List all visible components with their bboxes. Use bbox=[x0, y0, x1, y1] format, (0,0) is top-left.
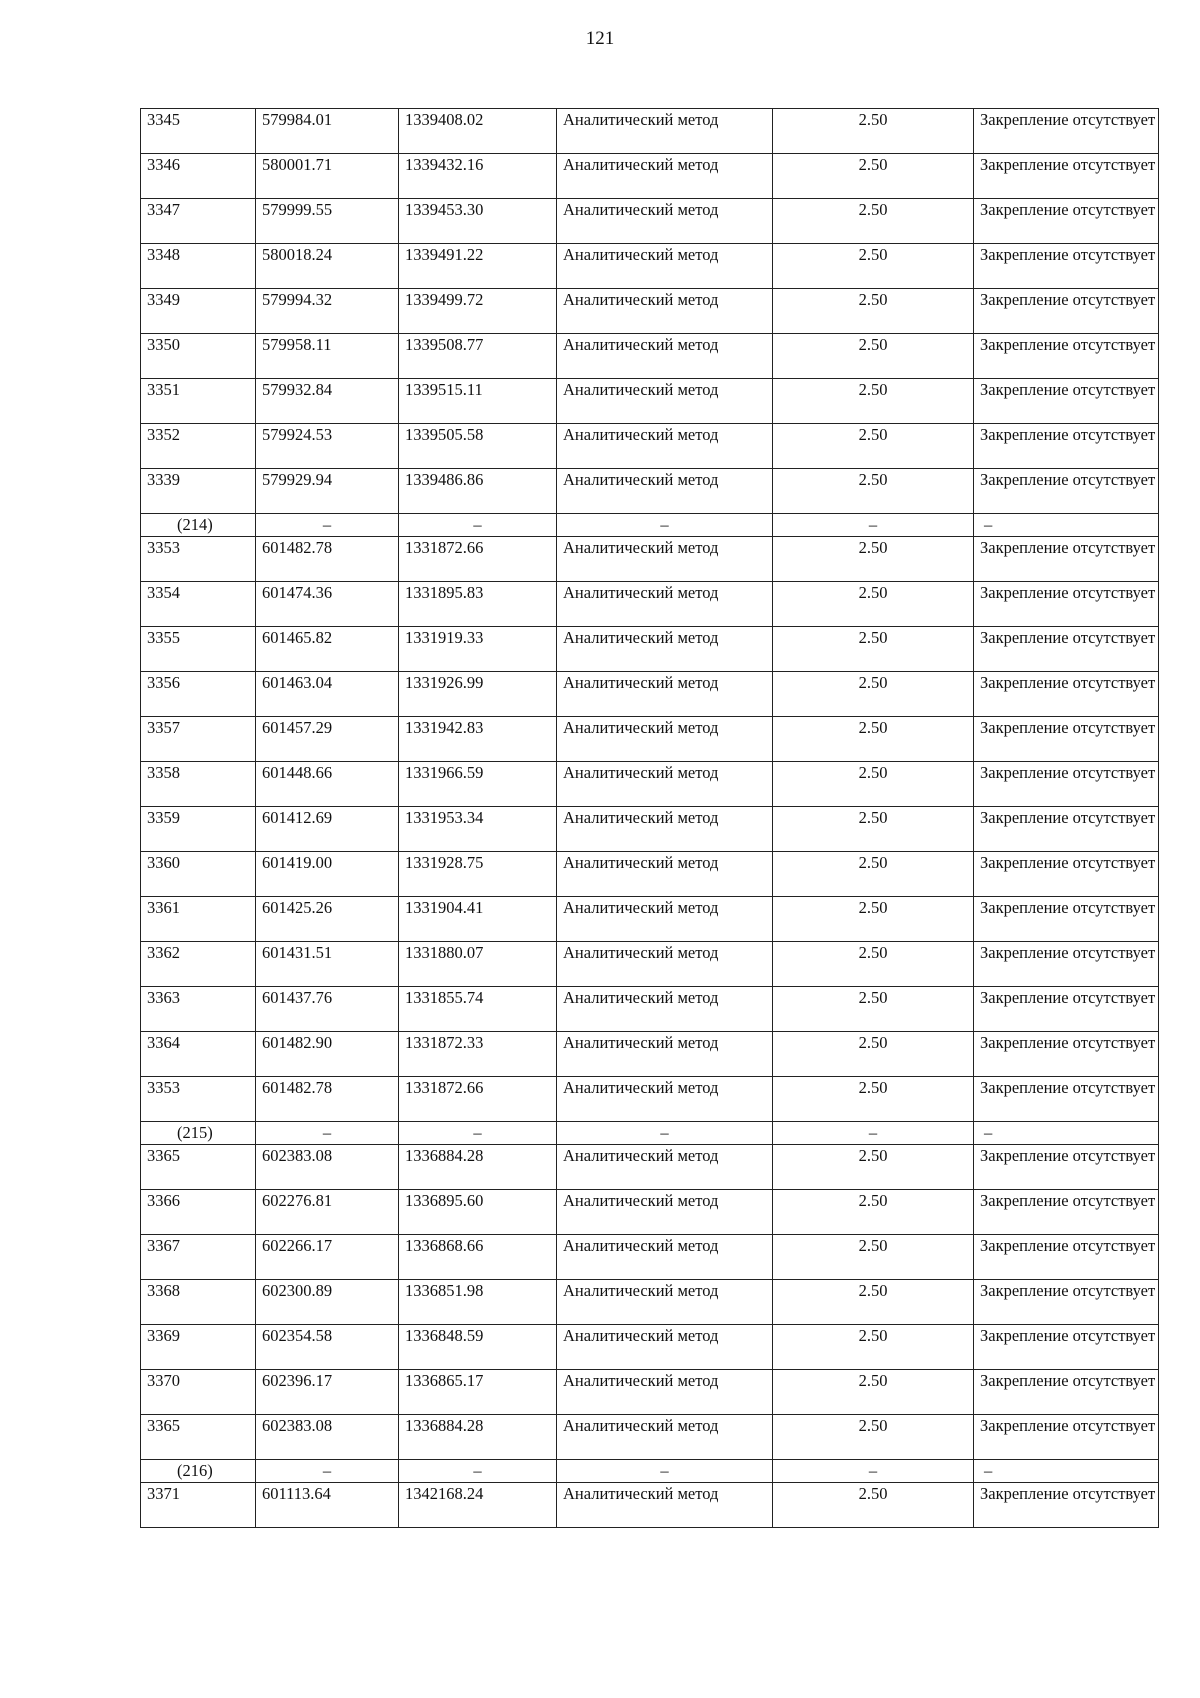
precision-cell: 2.50 bbox=[773, 109, 974, 154]
point-number-cell: 3366 bbox=[141, 1190, 256, 1235]
precision-cell: 2.50 bbox=[773, 717, 974, 762]
fixing-cell: Закрепление отсутствует bbox=[974, 199, 1159, 244]
table-row bbox=[141, 852, 1159, 897]
table-row bbox=[141, 154, 1159, 199]
x-coordinate-cell: 580018.24 bbox=[256, 244, 399, 289]
y-coordinate-cell: 1336851.98 bbox=[399, 1280, 557, 1325]
fixing-cell: Закрепление отсутствует bbox=[974, 807, 1159, 852]
x-coordinate-cell: 601448.66 bbox=[256, 762, 399, 807]
y-coordinate-cell: 1331919.33 bbox=[399, 627, 557, 672]
table-row bbox=[141, 334, 1159, 379]
page-number: 121 bbox=[585, 28, 615, 49]
table-row bbox=[141, 424, 1159, 469]
fixing-cell: Закрепление отсутствует bbox=[974, 424, 1159, 469]
contour-separator-row bbox=[141, 1460, 1159, 1483]
point-number-cell: 3351 bbox=[141, 379, 256, 424]
y-coordinate-cell: 1336884.28 bbox=[399, 1415, 557, 1460]
table-row bbox=[141, 942, 1159, 987]
table-row bbox=[141, 672, 1159, 717]
method-cell: Аналитический метод bbox=[557, 1415, 773, 1460]
precision-cell: 2.50 bbox=[773, 1325, 974, 1370]
x-coordinate-cell: 601113.64 bbox=[256, 1483, 399, 1528]
y-coordinate-cell: 1339505.58 bbox=[399, 424, 557, 469]
point-number-cell: (215) bbox=[141, 1122, 256, 1145]
method-cell: Аналитический метод bbox=[557, 379, 773, 424]
coordinates-table bbox=[140, 108, 1159, 1528]
y-coordinate-cell: 1331966.59 bbox=[399, 762, 557, 807]
y-coordinate-cell: 1339453.30 bbox=[399, 199, 557, 244]
fixing-cell: Закрепление отсутствует bbox=[974, 1032, 1159, 1077]
point-number-cell: 3346 bbox=[141, 154, 256, 199]
fixing-cell: – bbox=[974, 1122, 1159, 1145]
table-row bbox=[141, 717, 1159, 762]
fixing-cell: Закрепление отсутствует bbox=[974, 1483, 1159, 1528]
method-cell: Аналитический метод bbox=[557, 1483, 773, 1528]
fixing-cell: Закрепление отсутствует bbox=[974, 672, 1159, 717]
fixing-cell: Закрепление отсутствует bbox=[974, 1077, 1159, 1122]
table-row bbox=[141, 807, 1159, 852]
point-number-cell: 3348 bbox=[141, 244, 256, 289]
method-cell: Аналитический метод bbox=[557, 1235, 773, 1280]
x-coordinate-cell: 601474.36 bbox=[256, 582, 399, 627]
precision-cell: 2.50 bbox=[773, 897, 974, 942]
point-number-cell: 3365 bbox=[141, 1145, 256, 1190]
point-number-cell: 3362 bbox=[141, 942, 256, 987]
y-coordinate-cell: – bbox=[399, 1460, 557, 1483]
table-row bbox=[141, 244, 1159, 289]
method-cell: Аналитический метод bbox=[557, 469, 773, 514]
x-coordinate-cell: 579999.55 bbox=[256, 199, 399, 244]
point-number-cell: 3339 bbox=[141, 469, 256, 514]
point-number-cell: 3355 bbox=[141, 627, 256, 672]
x-coordinate-cell: 602383.08 bbox=[256, 1415, 399, 1460]
table-row bbox=[141, 1190, 1159, 1235]
point-number-cell: 3371 bbox=[141, 1483, 256, 1528]
method-cell: – bbox=[557, 514, 773, 537]
fixing-cell: Закрепление отсутствует bbox=[974, 537, 1159, 582]
method-cell: Аналитический метод bbox=[557, 289, 773, 334]
contour-separator-row bbox=[141, 1122, 1159, 1145]
method-cell: – bbox=[557, 1122, 773, 1145]
x-coordinate-cell: 601465.82 bbox=[256, 627, 399, 672]
point-number-cell: 3368 bbox=[141, 1280, 256, 1325]
x-coordinate-cell: 601482.90 bbox=[256, 1032, 399, 1077]
table-row bbox=[141, 582, 1159, 627]
fixing-cell: Закрепление отсутствует bbox=[974, 627, 1159, 672]
table-body bbox=[141, 109, 1159, 1528]
x-coordinate-cell: 601425.26 bbox=[256, 897, 399, 942]
precision-cell: 2.50 bbox=[773, 1077, 974, 1122]
y-coordinate-cell: 1339486.86 bbox=[399, 469, 557, 514]
table-row bbox=[141, 987, 1159, 1032]
x-coordinate-cell: 601437.76 bbox=[256, 987, 399, 1032]
x-coordinate-cell: 601457.29 bbox=[256, 717, 399, 762]
point-number-cell: (216) bbox=[141, 1460, 256, 1483]
fixing-cell: Закрепление отсутствует bbox=[974, 289, 1159, 334]
x-coordinate-cell: 579932.84 bbox=[256, 379, 399, 424]
fixing-cell: Закрепление отсутствует bbox=[974, 334, 1159, 379]
x-coordinate-cell: 579929.94 bbox=[256, 469, 399, 514]
method-cell: Аналитический метод bbox=[557, 1370, 773, 1415]
fixing-cell: Закрепление отсутствует bbox=[974, 244, 1159, 289]
y-coordinate-cell: 1331872.66 bbox=[399, 1077, 557, 1122]
method-cell: Аналитический метод bbox=[557, 582, 773, 627]
table-row bbox=[141, 1280, 1159, 1325]
x-coordinate-cell: 602354.58 bbox=[256, 1325, 399, 1370]
precision-cell: 2.50 bbox=[773, 1370, 974, 1415]
method-cell: Аналитический метод bbox=[557, 424, 773, 469]
precision-cell: 2.50 bbox=[773, 987, 974, 1032]
point-number-cell: 3361 bbox=[141, 897, 256, 942]
x-coordinate-cell: 602276.81 bbox=[256, 1190, 399, 1235]
point-number-cell: 3358 bbox=[141, 762, 256, 807]
table-row bbox=[141, 627, 1159, 672]
y-coordinate-cell: 1331855.74 bbox=[399, 987, 557, 1032]
y-coordinate-cell: 1331953.34 bbox=[399, 807, 557, 852]
precision-cell: 2.50 bbox=[773, 537, 974, 582]
x-coordinate-cell: 579924.53 bbox=[256, 424, 399, 469]
precision-cell: – bbox=[773, 514, 974, 537]
table-row bbox=[141, 1235, 1159, 1280]
point-number-cell: 3360 bbox=[141, 852, 256, 897]
point-number-cell: 3349 bbox=[141, 289, 256, 334]
method-cell: Аналитический метод bbox=[557, 627, 773, 672]
method-cell: Аналитический метод bbox=[557, 807, 773, 852]
y-coordinate-cell: 1331880.07 bbox=[399, 942, 557, 987]
precision-cell: 2.50 bbox=[773, 762, 974, 807]
y-coordinate-cell: 1331872.66 bbox=[399, 537, 557, 582]
precision-cell: 2.50 bbox=[773, 244, 974, 289]
point-number-cell: 3353 bbox=[141, 537, 256, 582]
method-cell: Аналитический метод bbox=[557, 987, 773, 1032]
method-cell: Аналитический метод bbox=[557, 717, 773, 762]
y-coordinate-cell: 1339499.72 bbox=[399, 289, 557, 334]
method-cell: Аналитический метод bbox=[557, 1190, 773, 1235]
precision-cell: 2.50 bbox=[773, 1032, 974, 1077]
x-coordinate-cell: 602266.17 bbox=[256, 1235, 399, 1280]
method-cell: – bbox=[557, 1460, 773, 1483]
method-cell: Аналитический метод bbox=[557, 244, 773, 289]
x-coordinate-cell: 602396.17 bbox=[256, 1370, 399, 1415]
fixing-cell: Закрепление отсутствует bbox=[974, 1280, 1159, 1325]
x-coordinate-cell: – bbox=[256, 1460, 399, 1483]
method-cell: Аналитический метод bbox=[557, 762, 773, 807]
y-coordinate-cell: 1339408.02 bbox=[399, 109, 557, 154]
point-number-cell: 3369 bbox=[141, 1325, 256, 1370]
x-coordinate-cell: 601482.78 bbox=[256, 1077, 399, 1122]
method-cell: Аналитический метод bbox=[557, 109, 773, 154]
y-coordinate-cell: 1342168.24 bbox=[399, 1483, 557, 1528]
point-number-cell: 3364 bbox=[141, 1032, 256, 1077]
x-coordinate-cell: – bbox=[256, 1122, 399, 1145]
fixing-cell: Закрепление отсутствует bbox=[974, 897, 1159, 942]
point-number-cell: 3359 bbox=[141, 807, 256, 852]
precision-cell: 2.50 bbox=[773, 199, 974, 244]
precision-cell: – bbox=[773, 1122, 974, 1145]
method-cell: Аналитический метод bbox=[557, 334, 773, 379]
method-cell: Аналитический метод bbox=[557, 1145, 773, 1190]
y-coordinate-cell: 1331926.99 bbox=[399, 672, 557, 717]
table-row bbox=[141, 1370, 1159, 1415]
table-row bbox=[141, 1032, 1159, 1077]
table-row bbox=[141, 762, 1159, 807]
fixing-cell: Закрепление отсутствует bbox=[974, 1145, 1159, 1190]
table-row bbox=[141, 1077, 1159, 1122]
method-cell: Аналитический метод bbox=[557, 1280, 773, 1325]
method-cell: Аналитический метод bbox=[557, 1077, 773, 1122]
precision-cell: 2.50 bbox=[773, 942, 974, 987]
y-coordinate-cell: 1336884.28 bbox=[399, 1145, 557, 1190]
x-coordinate-cell: 579958.11 bbox=[256, 334, 399, 379]
table-row bbox=[141, 379, 1159, 424]
precision-cell: 2.50 bbox=[773, 424, 974, 469]
point-number-cell: 3353 bbox=[141, 1077, 256, 1122]
x-coordinate-cell: 601431.51 bbox=[256, 942, 399, 987]
table-row bbox=[141, 469, 1159, 514]
precision-cell: 2.50 bbox=[773, 154, 974, 199]
precision-cell: 2.50 bbox=[773, 1145, 974, 1190]
precision-cell: 2.50 bbox=[773, 379, 974, 424]
contour-separator-row bbox=[141, 514, 1159, 537]
point-number-cell: 3352 bbox=[141, 424, 256, 469]
point-number-cell: 3367 bbox=[141, 1235, 256, 1280]
precision-cell: 2.50 bbox=[773, 852, 974, 897]
x-coordinate-cell: 579994.32 bbox=[256, 289, 399, 334]
fixing-cell: – bbox=[974, 1460, 1159, 1483]
fixing-cell: Закрепление отсутствует bbox=[974, 1190, 1159, 1235]
precision-cell: 2.50 bbox=[773, 1483, 974, 1528]
x-coordinate-cell: 601482.78 bbox=[256, 537, 399, 582]
method-cell: Аналитический метод bbox=[557, 942, 773, 987]
method-cell: Аналитический метод bbox=[557, 537, 773, 582]
precision-cell: 2.50 bbox=[773, 807, 974, 852]
fixing-cell: Закрепление отсутствует bbox=[974, 717, 1159, 762]
fixing-cell: Закрепление отсутствует bbox=[974, 987, 1159, 1032]
y-coordinate-cell: – bbox=[399, 1122, 557, 1145]
method-cell: Аналитический метод bbox=[557, 672, 773, 717]
table-row bbox=[141, 109, 1159, 154]
x-coordinate-cell: 602383.08 bbox=[256, 1145, 399, 1190]
x-coordinate-cell: 579984.01 bbox=[256, 109, 399, 154]
y-coordinate-cell: – bbox=[399, 514, 557, 537]
table-row bbox=[141, 897, 1159, 942]
method-cell: Аналитический метод bbox=[557, 1032, 773, 1077]
y-coordinate-cell: 1336865.17 bbox=[399, 1370, 557, 1415]
precision-cell: 2.50 bbox=[773, 672, 974, 717]
point-number-cell: 3356 bbox=[141, 672, 256, 717]
y-coordinate-cell: 1331904.41 bbox=[399, 897, 557, 942]
x-coordinate-cell: 580001.71 bbox=[256, 154, 399, 199]
point-number-cell: 3370 bbox=[141, 1370, 256, 1415]
point-number-cell: 3357 bbox=[141, 717, 256, 762]
precision-cell: 2.50 bbox=[773, 469, 974, 514]
point-number-cell: 3345 bbox=[141, 109, 256, 154]
y-coordinate-cell: 1336895.60 bbox=[399, 1190, 557, 1235]
fixing-cell: – bbox=[974, 514, 1159, 537]
fixing-cell: Закрепление отсутствует bbox=[974, 469, 1159, 514]
precision-cell: 2.50 bbox=[773, 1280, 974, 1325]
y-coordinate-cell: 1339515.11 bbox=[399, 379, 557, 424]
precision-cell: 2.50 bbox=[773, 1190, 974, 1235]
y-coordinate-cell: 1336868.66 bbox=[399, 1235, 557, 1280]
y-coordinate-cell: 1331928.75 bbox=[399, 852, 557, 897]
y-coordinate-cell: 1331895.83 bbox=[399, 582, 557, 627]
fixing-cell: Закрепление отсутствует bbox=[974, 109, 1159, 154]
method-cell: Аналитический метод bbox=[557, 852, 773, 897]
x-coordinate-cell: 602300.89 bbox=[256, 1280, 399, 1325]
precision-cell: 2.50 bbox=[773, 334, 974, 379]
x-coordinate-cell: – bbox=[256, 514, 399, 537]
y-coordinate-cell: 1339432.16 bbox=[399, 154, 557, 199]
point-number-cell: 3350 bbox=[141, 334, 256, 379]
y-coordinate-cell: 1331872.33 bbox=[399, 1032, 557, 1077]
point-number-cell: (214) bbox=[141, 514, 256, 537]
fixing-cell: Закрепление отсутствует bbox=[974, 1415, 1159, 1460]
precision-cell: 2.50 bbox=[773, 289, 974, 334]
method-cell: Аналитический метод bbox=[557, 154, 773, 199]
fixing-cell: Закрепление отсутствует bbox=[974, 762, 1159, 807]
fixing-cell: Закрепление отсутствует bbox=[974, 1235, 1159, 1280]
fixing-cell: Закрепление отсутствует bbox=[974, 154, 1159, 199]
y-coordinate-cell: 1331942.83 bbox=[399, 717, 557, 762]
precision-cell: 2.50 bbox=[773, 627, 974, 672]
precision-cell: – bbox=[773, 1460, 974, 1483]
y-coordinate-cell: 1339491.22 bbox=[399, 244, 557, 289]
table-row bbox=[141, 1325, 1159, 1370]
precision-cell: 2.50 bbox=[773, 582, 974, 627]
fixing-cell: Закрепление отсутствует bbox=[974, 1325, 1159, 1370]
x-coordinate-cell: 601419.00 bbox=[256, 852, 399, 897]
table-row bbox=[141, 199, 1159, 244]
table-row bbox=[141, 289, 1159, 334]
table-row bbox=[141, 537, 1159, 582]
table-row bbox=[141, 1483, 1159, 1528]
x-coordinate-cell: 601463.04 bbox=[256, 672, 399, 717]
method-cell: Аналитический метод bbox=[557, 199, 773, 244]
y-coordinate-cell: 1339508.77 bbox=[399, 334, 557, 379]
point-number-cell: 3347 bbox=[141, 199, 256, 244]
fixing-cell: Закрепление отсутствует bbox=[974, 379, 1159, 424]
fixing-cell: Закрепление отсутствует bbox=[974, 942, 1159, 987]
precision-cell: 2.50 bbox=[773, 1235, 974, 1280]
table-row bbox=[141, 1145, 1159, 1190]
fixing-cell: Закрепление отсутствует bbox=[974, 582, 1159, 627]
point-number-cell: 3363 bbox=[141, 987, 256, 1032]
method-cell: Аналитический метод bbox=[557, 1325, 773, 1370]
precision-cell: 2.50 bbox=[773, 1415, 974, 1460]
y-coordinate-cell: 1336848.59 bbox=[399, 1325, 557, 1370]
fixing-cell: Закрепление отсутствует bbox=[974, 1370, 1159, 1415]
method-cell: Аналитический метод bbox=[557, 897, 773, 942]
fixing-cell: Закрепление отсутствует bbox=[974, 852, 1159, 897]
point-number-cell: 3365 bbox=[141, 1415, 256, 1460]
x-coordinate-cell: 601412.69 bbox=[256, 807, 399, 852]
point-number-cell: 3354 bbox=[141, 582, 256, 627]
table-row bbox=[141, 1415, 1159, 1460]
